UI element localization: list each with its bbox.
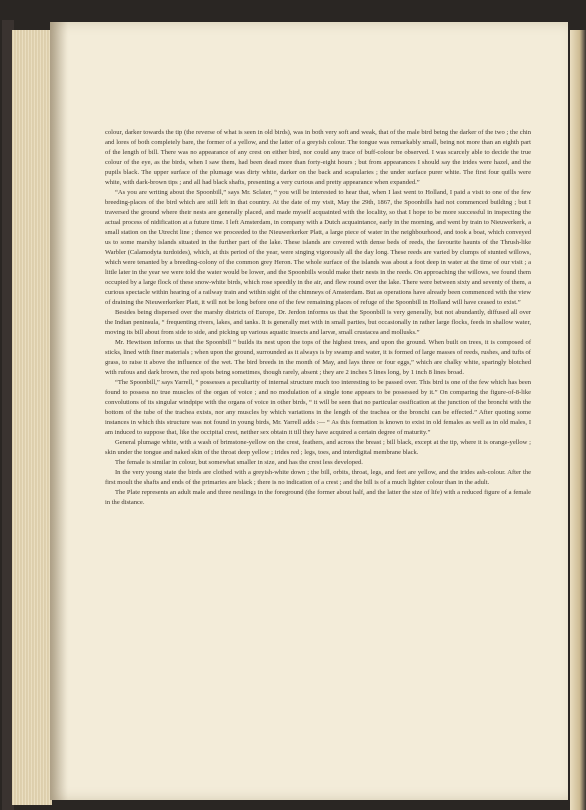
paragraph: The female is similar in colour, but somewhat smaller in size, and has the crest less developed.	[115, 459, 363, 466]
paragraph: “As you are writing about the Spoonbill,” says Mr. Sclater, “ you will be interested to hear that, when I last went to Holland, I paid a visit to one of the few breeding-places of the bird which are still left in that country. At the date of my visit, May the 29th, 1867, the Spoonbills had not commenced building ; but I traversed the ground where their nests are generally placed, and made myself acquainted with the locality, so that I hope to be more successful in inspecting the actual process of nidification at a future time. I left Amsterdam, in company with a Dutch acquaintance, early in the morning, and went by train to Nieuwerkerk, a small station on the Utrecht line ; thence we proceeded to the Nieuwerkerker Platt, a large piece of water in the neighbourhood, and took a boat, which conveyed us to some marshy islands situated in the further part of the lake. These islands are covered with dense beds of reeds, the favourite haunts of the Thrush-like Warbler (Calamodyta turdoides), which, at this period of the year, were singing vigorously all the day long. These reeds are varied by clumps of stunted willows, which were tenanted by a breeding-colony of the common grey Heron. The whole surface of the islands was about a foot deep in water at the time of our visit ; a little later in the year we were told the water would be lower, and the Spoonbills would make their nests in the reeds. On approaching the willows, we found them occupied by a large flock of these snow-white birds, which rose speedily in the air, and flew round over the lake. There were between sixty and seventy of them, a curious spectacle within hearing of a railway train and within sight of the chimneys of Amsterdam. But as operations have already been commenced with the view of draining the Nieuwerkerker Platt, it will not be long before one of the few remaining places of refuge of the Spoonbill in Holland will have ceased to exist.”	[105, 189, 531, 306]
page-gutter-shadow	[50, 22, 68, 800]
right-page-edge	[570, 30, 586, 810]
page-edges	[12, 30, 52, 805]
paragraph: Besides being dispersed over the marshy districts of Europe, Dr. Jerdon informs us that the Spoonbill is very generally, but not abundantly, diffused all over the Indian peninsula, “ frequenting rivers, lakes, and tanks. It is generally met with in small parties, but occasionally in rather large flocks, feeds in shallow water, moving its bill about from side to side, and picking up various aquatic insects and larvæ, small crustacea and mollusks.”	[105, 309, 531, 336]
paragraph: colour, darker towards the tip (the reverse of what is seen in old birds), was in both very soft and weak, that of the male bird being the darker of the two ; the chin and lores of both completely bare, the former of a yellow, and the latter of a greyish colour. The tongue was remarkably small, being not more than an eighth part of the length of bill. There was no appearance of any crest on either bird, nor could any trace of buff-colour be observed. I was scarcely able to decide the true colour of the eye, as the birds, when I saw them, had been dead more than forty-eight hours ; but from appearances I should say the irides were hazel, and the pupils black. The upper surface of the plumage was dirty white, darker on the back and scapularies ; the under surface purer white. The first four quills were white, with dark-brown tips ; and all had black shafts, presenting a very curious and pretty appearance when expanded.”	[105, 129, 531, 186]
paragraph: “The Spoonbill,” says Yarrell, “ possesses a peculiarity of internal structure much too interesting to be passed over. This bird is one of the few which has been found to possess no true muscles of the organ of voice ; and no modulation of a single tone appears to be possessed by it.” On comparing the figure-of-8-like convolutions of its singular windpipe with the organs of voice in other birds, “ it will be seen that no particular ossification at the junction of the bronchi with the bottom of the tube of the trachea exists, nor any muscles by which variations in the length of the trachea or the bronchi can be effected.” After quoting some instances in which this structure was not found in young birds, Mr. Yarrell adds :— “ As this formation is known to exist in old females as well as in old males, I am induced to suppose that, like the occipital crest, neither sex obtain it till they have acquired a certain degree of maturity.”	[105, 379, 531, 436]
paragraph: Mr. Hewitson informs us that the Spoonbill “ builds its nest upon the tops of the highest trees, and upon the ground. When built on trees, it is composed of sticks, lined with finer materials ; when upon the ground, surrounded as it always is by swamp and water, it is formed of large masses of reeds, rushes, and tufts of grass, to raise it above the influence of the wet. The bird breeds in the month of May, and lays three or four eggs,” which are chalky white, sparingly blotched with rufous and dark brown, the red spots being sometimes, though rarely, absent ; they are 2 inches 5 lines long, by 1 inch 8 lines broad.	[105, 339, 531, 376]
paragraph: The Plate represents an adult male and three nestlings in the foreground (the former about half, and the latter the size of life) with a reduced figure of a female in the distance.	[105, 489, 531, 506]
paragraph: In the very young state the birds are clothed with a greyish-white down ; the bill, orbits, throat, legs, and feet are yellow, and the irides ash-colour. After the first moult the shafts and ends of the primaries are black ; there is no indication of a crest ; and the bill is of a much lighter colour than in the adult.	[105, 469, 531, 486]
paragraph: General plumage white, with a wash of brimstone-yellow on the crest, feathers, and across the breast ; bill black, except at the tip, where it is orange-yellow ; skin under the tongue and naked skin of the throat deep yellow ; irides red ; legs, toes, and interdigital membrane black.	[105, 439, 531, 456]
page-text	[105, 128, 531, 508]
